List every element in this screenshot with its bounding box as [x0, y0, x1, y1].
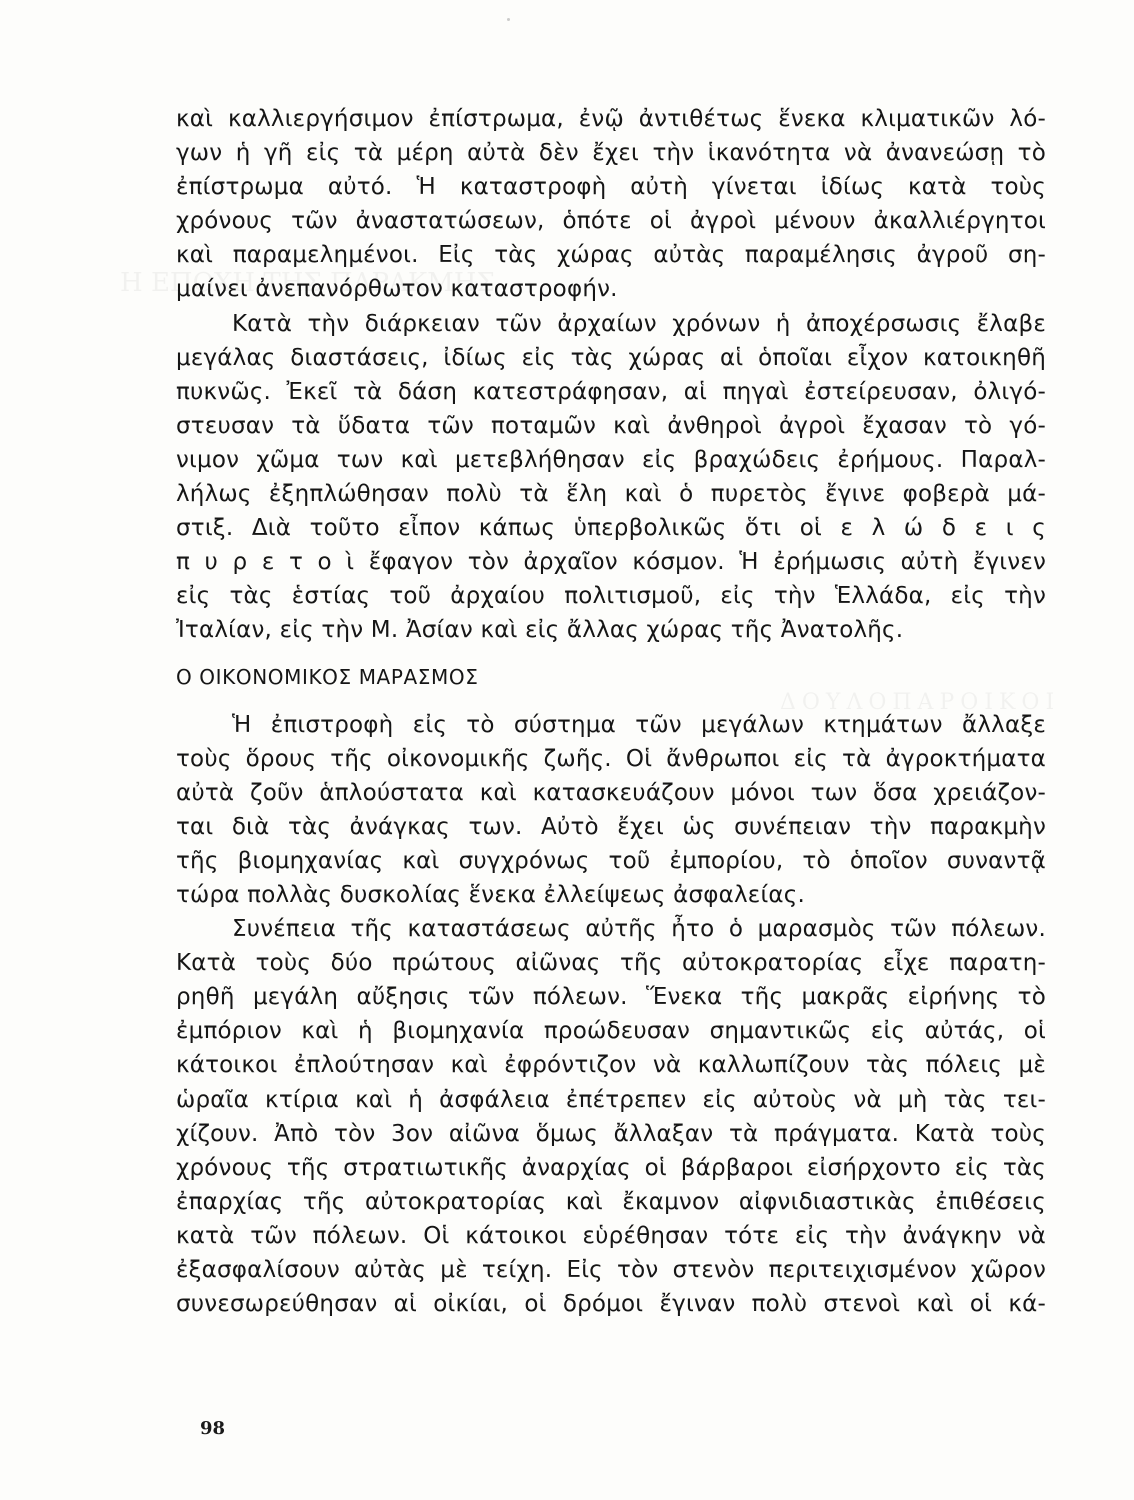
text-line: χρόνους τῶν ἀναστατώσεων, ὁπότε οἱ ἀγροὶ μένουν ἀκαλλιέργητοι	[176, 208, 1046, 235]
text-line: χίζουν. Ἀπὸ τὸν 3ον αἰῶνα ὅμως ἄλλαξαν τὰ πράγματα. Κατὰ τοὺς	[176, 1120, 1046, 1147]
page-number: 98	[200, 1418, 226, 1439]
text-line: συνεσωρεύθησαν αἱ οἰκίαι, οἱ δρόμοι ἔγιναν πολὺ στενοὶ καὶ οἱ κά-	[176, 1291, 1046, 1318]
text-line: τώρα πολλὰς δυσκολίας ἕνεκα ἐλλείψεως ἀσφαλείας.	[176, 881, 805, 908]
text-line: ἐμπόριον καὶ ἡ βιομηχανία προώδευσαν σημαντικῶς εἰς αὐτάς, οἱ	[176, 1018, 1046, 1045]
section-heading: Ο ΟΙΚΟΝΟΜΙΚΟΣ ΜΑΡΑΣΜΟΣ	[176, 664, 479, 689]
text-line: π υ ρ ε τ ο ὶ ἔφαγον τὸν ἀρχαῖον κόσμον. Ἡ ἐρήμωσις αὐτὴ ἔγινεν	[176, 549, 1046, 576]
text-line: ρηθῆ μεγάλη αὔξησις τῶν πόλεων. Ἕνεκα τῆς μακρᾶς εἰρήνης τὸ	[176, 984, 1046, 1011]
paragraph-economic-decline	[176, 708, 1046, 913]
text-line: λήλως ἐξηπλώθησαν πολὺ τὰ ἕλη καὶ ὁ πυρετὸς ἔγινε φοβερὰ μά-	[176, 481, 1046, 508]
main-text	[176, 102, 1046, 1321]
paragraph-soil-erosion	[176, 102, 1046, 307]
text-line: καὶ καλλιεργήσιμον ἐπίστρωμα, ἐνῷ ἀντιθέτως ἕνεκα κλιματικῶν λό-	[176, 106, 1046, 132]
text-line: στιξ. Διὰ τοῦτο εἶπον κάπως ὑπερβολικῶς ὅτι οἱ ε λ ώ δ ε ι ς	[176, 515, 1046, 542]
text-line: αὐτὰ ζοῦν ἁπλούστατα καὶ κατασκευάζουν μόνοι των ὅσα χρειάζον-	[176, 779, 1046, 806]
text-line: τῆς βιομηχανίας καὶ συγχρόνως τοῦ ἐμπορίου, τὸ ὁποῖον συναντᾷ	[176, 847, 1046, 874]
text-line: χρόνους τῆς στρατιωτικῆς ἀναρχίας οἱ βάρβαροι εἰσήρχοντο εἰς τὰς	[176, 1154, 1046, 1181]
text-line: τοὺς ὅρους τῆς οἰκονομικῆς ζωῆς. Οἱ ἄνθρωποι εἰς τὰ ἀγροκτήματα	[176, 745, 1046, 772]
text-line: γων ἡ γῆ εἰς τὰ μέρη αὐτὰ δὲν ἔχει τὴν ἱκανότητα νὰ ἀνανεώσῃ τὸ	[176, 140, 1046, 167]
paper-speck	[507, 18, 510, 21]
text-line: Κατὰ τὴν διάρκειαν τῶν ἀρχαίων χρόνων ἡ ἀποχέρσωσις ἔλαβε	[232, 310, 1046, 337]
text-line: ται διὰ τὰς ἀνάγκας των. Αὐτὸ ἔχει ὡς συνέπειαν τὴν παρακμὴν	[176, 813, 1046, 840]
text-line: μαίνει ἀνεπανόρθωτον καταστροφήν.	[176, 276, 618, 303]
text-line: Κατὰ τοὺς δύο πρώτους αἰῶνας τῆς αὐτοκρατορίας εἶχε παρατη-	[176, 950, 1046, 977]
text-line: εἰς τὰς ἑστίας τοῦ ἀρχαίου πολιτισμοῦ, εἰς τὴν Ἑλλάδα, εἰς τὴν	[176, 583, 1046, 610]
text-line: Συνέπεια τῆς καταστάσεως αὐτῆς ἦτο ὁ μαρασμὸς τῶν πόλεων.	[232, 916, 1046, 943]
text-line: ὡραῖα κτίρια καὶ ἡ ἀσφάλεια ἐπέτρεπεν εἰς αὐτοὺς νὰ μὴ τὰς τει-	[176, 1086, 1046, 1113]
text-line: καὶ παραμελημένοι. Εἰς τὰς χώρας αὐτὰς παραμέλησις ἀγροῦ ση-	[176, 242, 1046, 269]
text-line: Ἰταλίαν, εἰς τὴν Μ. Ἀσίαν καὶ εἰς ἄλλας χώρας τῆς Ἀνατολῆς.	[176, 617, 904, 644]
text-line: νιμον χῶμα των καὶ μετεβλήθησαν εἰς βραχώδεις ἐρήμους. Παραλ-	[176, 446, 1046, 473]
text-line: ἐπίστρωμα αὐτό. Ἡ καταστροφὴ αὐτὴ γίνεται ἰδίως κατὰ τοὺς	[176, 174, 1046, 201]
text-line: Ἡ ἐπιστροφὴ εἰς τὸ σύστημα τῶν μεγάλων κτημάτων ἄλλαξε	[232, 711, 1046, 738]
text-line: μεγάλας διαστάσεις, ἰδίως εἰς τὰς χώρας αἱ ὁποῖαι εἶχον κατοικηθῆ	[176, 344, 1046, 371]
paragraph-city-decline	[176, 912, 1046, 1321]
paragraph-deforestation	[176, 307, 1046, 648]
text-line: κάτοικοι ἐπλούτησαν καὶ ἐφρόντιζον νὰ καλλωπίζουν τὰς πόλεις μὲ	[176, 1052, 1046, 1079]
text-line: ἐξασφαλίσουν αὐτὰς μὲ τείχη. Εἰς τὸν στενὸν περιτειχισμένον χῶρον	[176, 1257, 1046, 1283]
text-line: ἐπαρχίας τῆς αὐτοκρατορίας καὶ ἔκαμνον αἰφνιδιαστικὰς ἐπιθέσεις	[176, 1188, 1046, 1215]
text-line: πυκνῶς. Ἐκεῖ τὰ δάση κατεστράφησαν, αἱ πηγαὶ ἐστείρευσαν, ὀλιγό-	[176, 378, 1046, 405]
text-line: κατὰ τῶν πόλεων. Οἱ κάτοικοι εὑρέθησαν τότε εἰς τὴν ἀνάγκην νὰ	[176, 1222, 1046, 1249]
text-line: στευσαν τὰ ὕδατα τῶν ποταμῶν καὶ ἀνθηροὶ ἀγροὶ ἔχασαν τὸ γό-	[176, 412, 1046, 439]
